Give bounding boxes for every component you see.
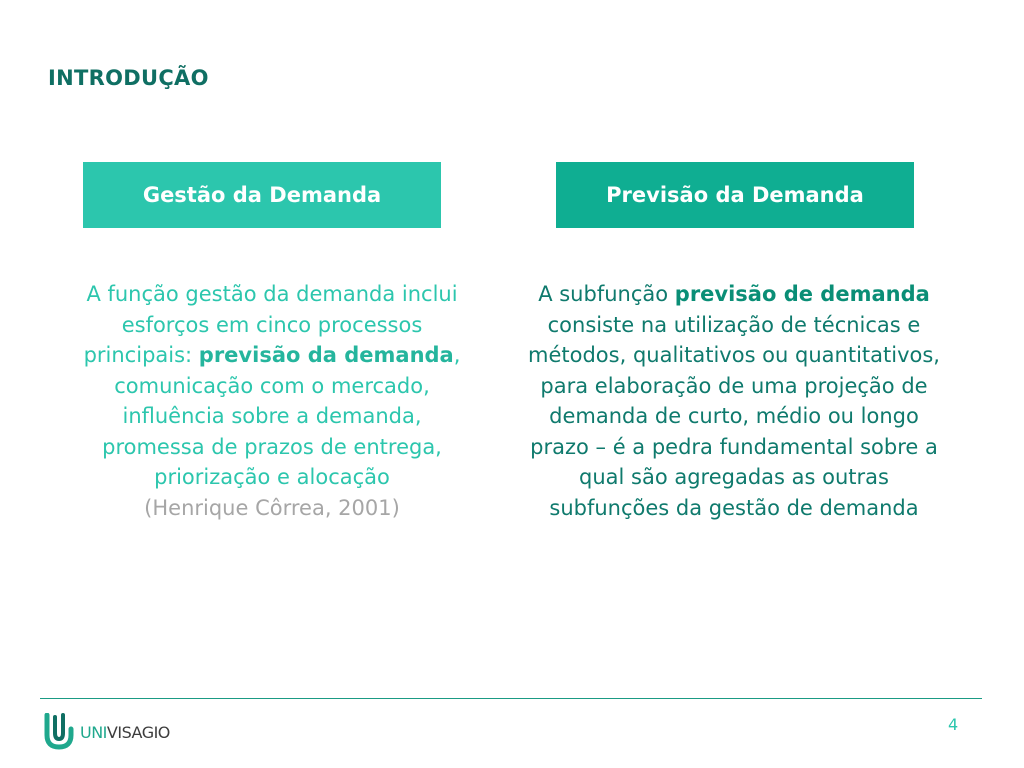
previsao-da-demanda-header [556,162,914,228]
text-line: promessa de prazos de entrega, [102,434,442,459]
gestao-da-demanda-header [83,162,441,228]
text-line: A função gestão da demanda inclui [86,282,458,306]
page-number: 4 [948,715,959,734]
text-fragment: , [453,343,461,367]
previsao-da-demanda-label: Previsão da Demanda [606,183,864,207]
wordmark-prefix: UNI [80,722,107,742]
wordmark-suffix: VISAGIO [106,722,170,742]
text-fragment: principais: [83,343,199,367]
highlighted-term: previsão de demanda [674,282,930,306]
citation: (Henrique Côrrea, 2001) [144,495,400,520]
footer-divider [40,698,982,699]
univisagio-logo [44,713,170,751]
text-line: para elaboração de uma projeção de [540,373,928,398]
text-line: qual são agregadas as outras [579,465,889,489]
text-line: priorização e alocação [154,465,390,489]
text-line: métodos, qualitativos ou quantitativos, [528,343,940,367]
text-line: comunicação com o mercado, [114,373,430,398]
gestao-da-demanda-description [52,279,492,523]
text-line: subfunções da gestão de demanda [549,495,919,520]
text-line: demanda de curto, médio ou longo [549,404,919,428]
highlighted-term: previsão da demanda [198,343,454,367]
text-fragment: A subfunção [538,282,675,306]
slide-title: INTRODUÇÃO [48,66,209,90]
text-line [514,279,954,310]
text-line: esforços em cinco processos [121,312,423,337]
univisagio-wordmark [80,723,170,742]
text-line: influência sobre a demanda, [122,404,422,428]
gestao-da-demanda-label: Gestão da Demanda [142,183,382,207]
previsao-da-demanda-description [514,279,954,523]
text-line [52,340,492,371]
text-line: consiste na utilização de técnicas e [547,312,921,337]
univisagio-logo-icon [44,713,74,751]
text-line: prazo – é a pedra fundamental sobre a [530,434,938,459]
